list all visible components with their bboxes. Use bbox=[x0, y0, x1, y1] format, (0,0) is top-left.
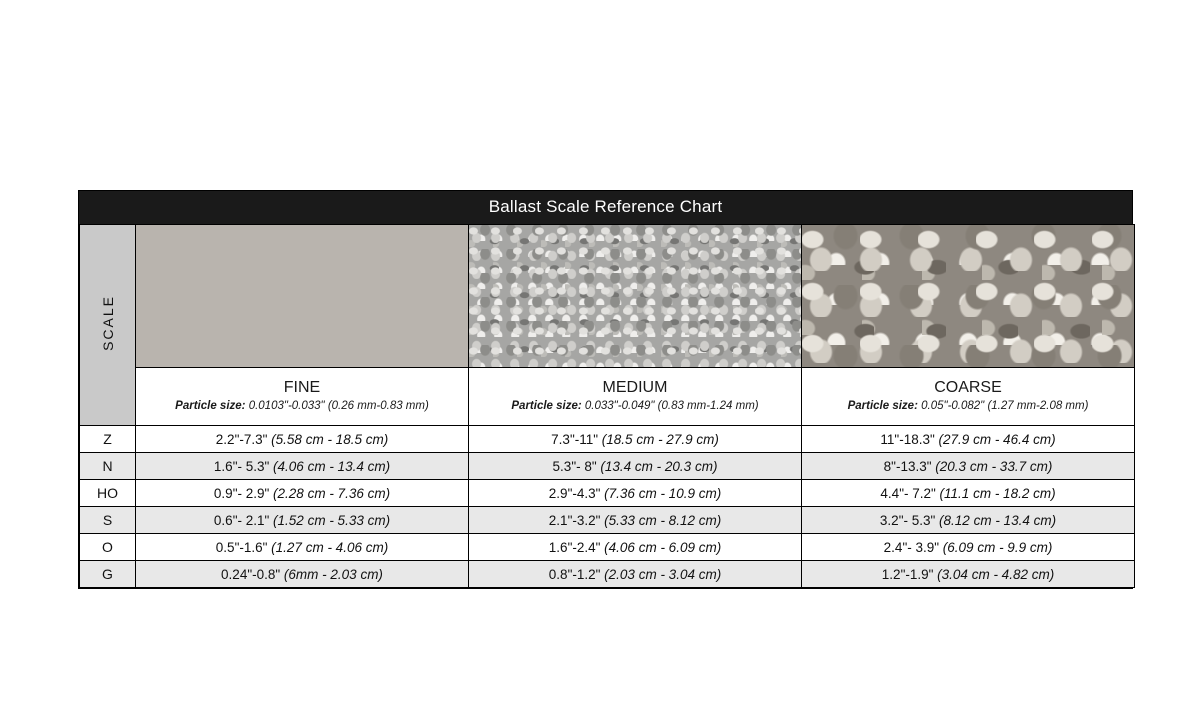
scale-column-header bbox=[80, 225, 136, 426]
ballast-scale-reference-chart bbox=[78, 190, 1133, 589]
cell-z-medium bbox=[469, 426, 802, 453]
cell-s-coarse bbox=[802, 507, 1135, 534]
cell-s-fine bbox=[136, 507, 469, 534]
cell-s-fine-metric: (1.52 cm - 5.33 cm) bbox=[273, 512, 391, 528]
cell-ho-coarse-metric: (11.1 cm - 18.2 cm) bbox=[939, 485, 1056, 501]
cell-n-fine bbox=[136, 453, 469, 480]
cell-s-medium bbox=[469, 507, 802, 534]
ballast-image-row bbox=[80, 225, 1135, 368]
fine-ballast-image bbox=[136, 225, 469, 368]
fine-particle-label: Particle size: bbox=[175, 399, 246, 412]
cell-o-coarse-metric: (6.09 cm - 9.9 cm) bbox=[942, 539, 1053, 555]
chart-title: Ballast Scale Reference Chart bbox=[79, 191, 1132, 224]
cell-s-medium-imperial: 2.1"-3.2" bbox=[548, 512, 605, 528]
cell-n-fine-imperial: 1.6"- 5.3" bbox=[213, 458, 274, 474]
cell-n-medium-metric: (13.4 cm - 20.3 cm) bbox=[600, 458, 718, 474]
cell-g-coarse bbox=[802, 561, 1135, 588]
cell-z-fine-metric: (5.58 cm - 18.5 cm) bbox=[271, 431, 389, 447]
table-row bbox=[80, 480, 1135, 507]
row-scale-z: Z bbox=[80, 426, 136, 453]
fine-particle-size bbox=[136, 400, 468, 414]
cell-z-coarse bbox=[802, 426, 1135, 453]
cell-o-fine-metric: (1.27 cm - 4.06 cm) bbox=[271, 539, 389, 555]
coarse-ballast-texture bbox=[802, 225, 1134, 367]
cell-z-fine-imperial: 2.2"-7.3" bbox=[215, 431, 272, 447]
cell-o-medium bbox=[469, 534, 802, 561]
fine-ballast-texture bbox=[136, 225, 468, 367]
cell-g-medium bbox=[469, 561, 802, 588]
cell-g-medium-imperial: 0.8"-1.2" bbox=[548, 566, 605, 582]
table-row bbox=[80, 453, 1135, 480]
medium-ballast-image bbox=[469, 225, 802, 368]
coarse-particle-label: Particle size: bbox=[847, 399, 918, 412]
fine-particle-value: 0.0103"-0.033" (0.26 mm-0.83 mm) bbox=[245, 399, 429, 412]
cell-o-fine-imperial: 0.5"-1.6" bbox=[215, 539, 272, 555]
cell-z-medium-imperial: 7.3"-11" bbox=[551, 431, 602, 447]
cell-z-fine bbox=[136, 426, 469, 453]
cell-s-medium-metric: (5.33 cm - 8.12 cm) bbox=[604, 512, 722, 528]
row-scale-ho: HO bbox=[80, 480, 136, 507]
coarse-particle-size bbox=[802, 400, 1134, 414]
cell-o-medium-metric: (4.06 cm - 6.09 cm) bbox=[604, 539, 722, 555]
chart-table bbox=[79, 224, 1135, 588]
row-scale-o: O bbox=[80, 534, 136, 561]
cell-n-coarse bbox=[802, 453, 1135, 480]
coarse-particle-value: 0.05"-0.082" (1.27 mm-2.08 mm) bbox=[917, 399, 1089, 412]
category-header-row bbox=[80, 367, 1135, 425]
cell-ho-coarse bbox=[802, 480, 1135, 507]
cell-o-fine bbox=[136, 534, 469, 561]
cell-ho-fine-imperial: 0.9"- 2.9" bbox=[213, 485, 274, 501]
cell-ho-coarse-imperial: 4.4"- 7.2" bbox=[880, 485, 940, 501]
scale-label: SCALE bbox=[99, 294, 116, 351]
cell-g-fine-metric: (6mm - 2.03 cm) bbox=[283, 566, 383, 582]
cell-g-coarse-metric: (3.04 cm - 4.82 cm) bbox=[937, 566, 1055, 582]
cell-ho-fine-metric: (2.28 cm - 7.36 cm) bbox=[273, 485, 391, 501]
cell-o-coarse bbox=[802, 534, 1135, 561]
medium-particle-label: Particle size: bbox=[511, 399, 582, 412]
cell-n-coarse-metric: (20.3 cm - 33.7 cm) bbox=[935, 458, 1053, 474]
cell-s-coarse-metric: (8.12 cm - 13.4 cm) bbox=[939, 512, 1057, 528]
cell-z-coarse-metric: (27.9 cm - 46.4 cm) bbox=[938, 431, 1056, 447]
cell-g-coarse-imperial: 1.2"-1.9" bbox=[881, 566, 938, 582]
cell-ho-fine bbox=[136, 480, 469, 507]
cell-g-medium-metric: (2.03 cm - 3.04 cm) bbox=[604, 566, 722, 582]
medium-particle-value: 0.033"-0.049" (0.83 mm-1.24 mm) bbox=[581, 399, 759, 412]
cell-ho-medium-metric: (7.36 cm - 10.9 cm) bbox=[604, 485, 722, 501]
cell-g-fine bbox=[136, 561, 469, 588]
cell-g-fine-imperial: 0.24"-0.8" bbox=[221, 566, 284, 582]
cell-n-medium bbox=[469, 453, 802, 480]
row-scale-g: G bbox=[80, 561, 136, 588]
row-scale-s: S bbox=[80, 507, 136, 534]
cell-n-fine-metric: (4.06 cm - 13.4 cm) bbox=[273, 458, 391, 474]
table-row bbox=[80, 561, 1135, 588]
coarse-ballast-image bbox=[802, 225, 1135, 368]
cell-ho-medium bbox=[469, 480, 802, 507]
cell-o-coarse-imperial: 2.4"- 3.9" bbox=[883, 539, 943, 555]
medium-category-header bbox=[469, 367, 802, 425]
medium-ballast-texture bbox=[469, 225, 801, 367]
cell-n-coarse-imperial: 8"-13.3" bbox=[883, 458, 936, 474]
table-row bbox=[80, 426, 1135, 453]
cell-z-coarse-imperial: 11"-18.3" bbox=[880, 431, 939, 447]
medium-category-name: MEDIUM bbox=[602, 379, 668, 397]
cell-s-coarse-imperial: 3.2"- 5.3" bbox=[879, 512, 940, 528]
medium-particle-size bbox=[469, 400, 801, 414]
table-row bbox=[80, 534, 1135, 561]
coarse-category-header bbox=[802, 367, 1135, 425]
cell-s-fine-imperial: 0.6"- 2.1" bbox=[213, 512, 274, 528]
cell-n-medium-imperial: 5.3"- 8" bbox=[552, 458, 601, 474]
coarse-category-name: COARSE bbox=[934, 379, 1002, 397]
table-row bbox=[80, 507, 1135, 534]
cell-o-medium-imperial: 1.6"-2.4" bbox=[548, 539, 605, 555]
fine-category-header bbox=[136, 367, 469, 425]
cell-z-medium-metric: (18.5 cm - 27.9 cm) bbox=[601, 431, 719, 447]
row-scale-n: N bbox=[80, 453, 136, 480]
cell-ho-medium-imperial: 2.9"-4.3" bbox=[548, 485, 605, 501]
fine-category-name: FINE bbox=[283, 379, 321, 397]
